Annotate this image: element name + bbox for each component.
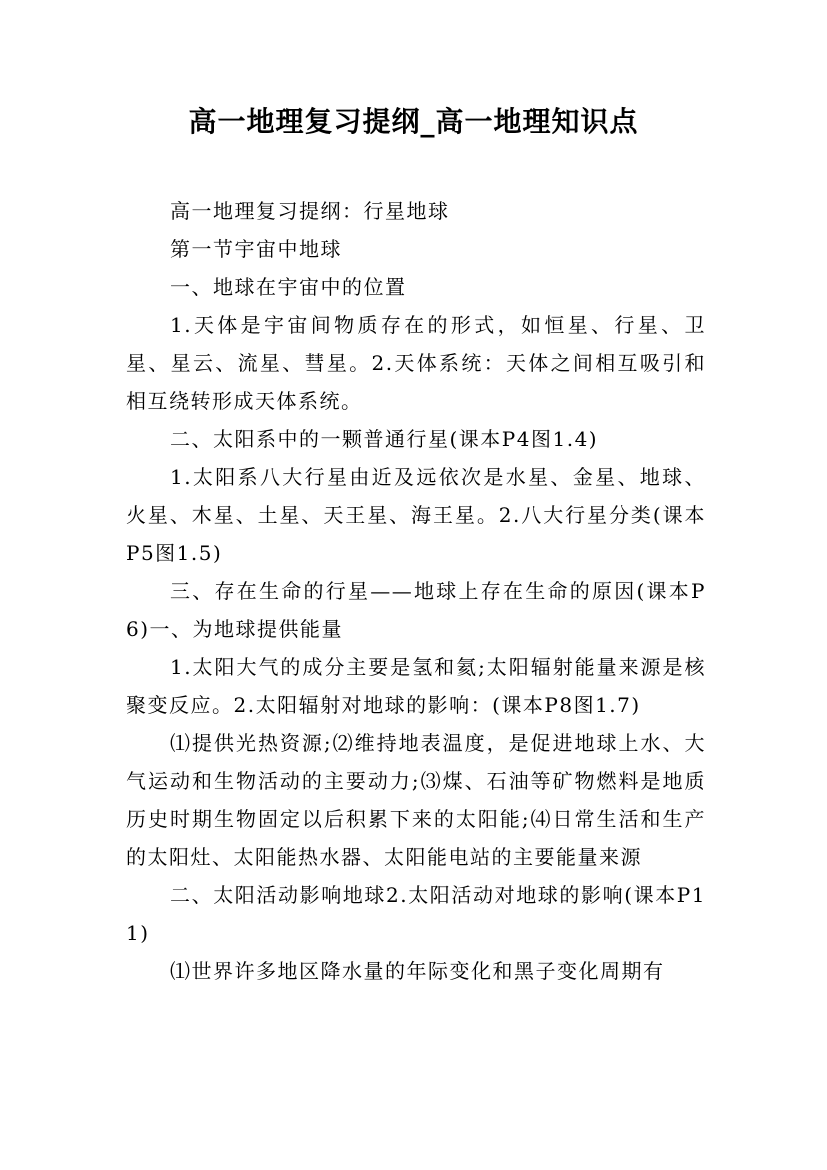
document-title: 高一地理复习提纲_高一地理知识点 [188, 105, 639, 138]
paragraph-text: 1.太阳系八大行星由近及远依次是水星、金星、地球、火星、木星、土星、天王星、海王星。2.八大行星分类(课本P5图1.5) [126, 465, 706, 565]
paragraph-subsection: 一、地球在宇宙中的位置 [170, 275, 407, 299]
paragraph-section: 第一节宇宙中地球 [170, 237, 342, 261]
paragraph-subsection: 二、太阳活动影响地球2.太阳活动对地球的影响(课本P11) [126, 883, 706, 945]
paragraph-text: 1.天体是宇宙间物质存在的形式，如恒星、行星、卫星、星云、流星、彗星。2.天体系统：天体之间相互吸引和相互绕转形成天体系统。 [126, 313, 706, 413]
paragraph-heading: 高一地理复习提纲：行星地球 [170, 199, 450, 223]
paragraph-subsection: 三、存在生命的行星——地球上存在生命的原因(课本P6)一、为地球提供能量 [126, 579, 706, 641]
paragraph-text: 1.太阳大气的成分主要是氢和氦;太阳辐射能量来源是核聚变反应。2.太阳辐射对地球的影响：(课本P8图1.7) [126, 655, 706, 717]
document-body [126, 192, 706, 990]
paragraph-text: ⑴世界许多地区降水量的年际变化和黑子变化周期有 [170, 959, 665, 983]
paragraph-text: ⑴提供光热资源;⑵维持地表温度，是促进地球上水、大气运动和生物活动的主要动力;⑶煤、石油等矿物燃料是地质历史时期生物固定以后积累下来的太阳能;⑷日常生活和生产的太阳灶、太阳能热水器、太阳能电站的主要能量来源 [126, 731, 706, 869]
paragraph-subsection: 二、太阳系中的一颗普通行星(课本P4图1.4) [170, 427, 599, 451]
